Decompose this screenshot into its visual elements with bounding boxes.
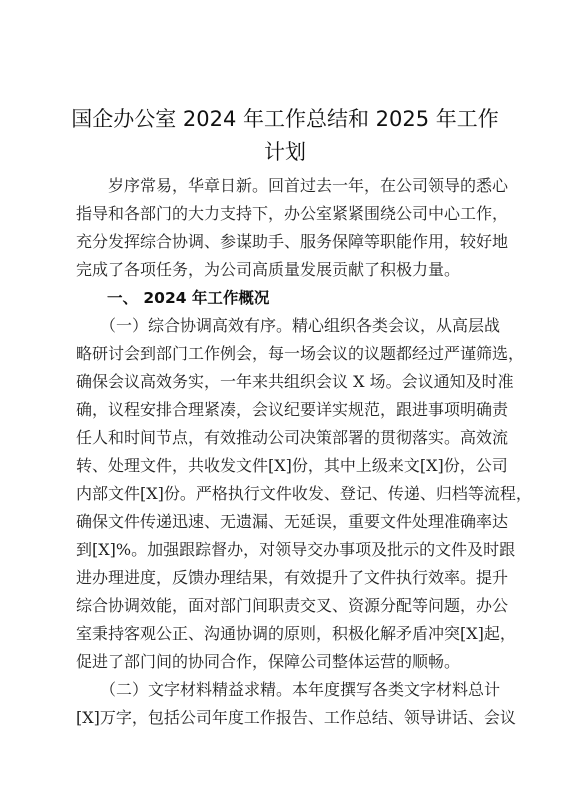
body-line: （二）文字材料精益求精。本年度撰写各类文字材料总计: [76, 680, 501, 699]
body-line: 任人和时间节点，有效推动公司决策部署的贯彻落实。高效流: [76, 428, 509, 447]
title-line-2: 计划: [264, 140, 306, 164]
body-line: 充分发挥综合协调、参谋助手、服务保障等职能作用，较好地: [76, 232, 509, 251]
title-line-1: 国企办公室 2024 年工作总结和 2025 年工作: [71, 107, 499, 131]
body-line: 进办理进度，反馈办理结果，有效提升了文件执行效率。提升: [76, 568, 509, 587]
body-line: [X]万字，包括公司年度工作报告、工作总结、领导讲话、会议: [76, 708, 516, 727]
body-line: 转、处理文件，共收发文件[X]份，其中上级来文[X]份，公司: [76, 456, 508, 475]
body-line: 综合协调效能，面对部门间职责交叉、资源分配等问题，办公: [76, 596, 509, 615]
body-line: 确，议程安排合理紧凑，会议纪要详实规范，跟进事项明确责: [76, 400, 509, 419]
body-line: 略研讨会到部门工作例会，每一场会议的议题都经过严谨筛选，: [76, 344, 525, 363]
section-heading: 一、 2024 年工作概况: [76, 289, 270, 307]
body-line: 确保文件传递迅速、无遗漏、无延误，重要文件处理准确率达: [76, 512, 509, 531]
body-line: 岁序常易，华章日新。回首过去一年，在公司领导的悉心: [76, 176, 509, 195]
body-line: 完成了各项任务，为公司高质量发展贡献了积极力量。: [76, 260, 461, 279]
body-line: （一）综合协调高效有序。精心组织各类会议，从高层战: [76, 316, 501, 335]
body-line: 确保会议高效务实，一年来共组织会议 X 场。会议通知及时准: [76, 372, 514, 391]
body-line: 室秉持客观公正、沟通协调的原则，积极化解矛盾冲突[X]起，: [76, 624, 516, 643]
body-line: 指导和各部门的大力支持下，办公室紧紧围绕公司中心工作，: [76, 204, 509, 223]
document-title: [60, 103, 510, 169]
body-line: 到[X]%。加强跟踪督办，对领导交办事项及批示的文件及时跟: [76, 540, 516, 559]
body-line: 内部文件[X]份。严格执行文件收发、登记、传递、归档等流程，: [76, 484, 532, 503]
body-line: 促进了部门间的协同合作，保障公司整体运营的顺畅。: [76, 652, 461, 671]
